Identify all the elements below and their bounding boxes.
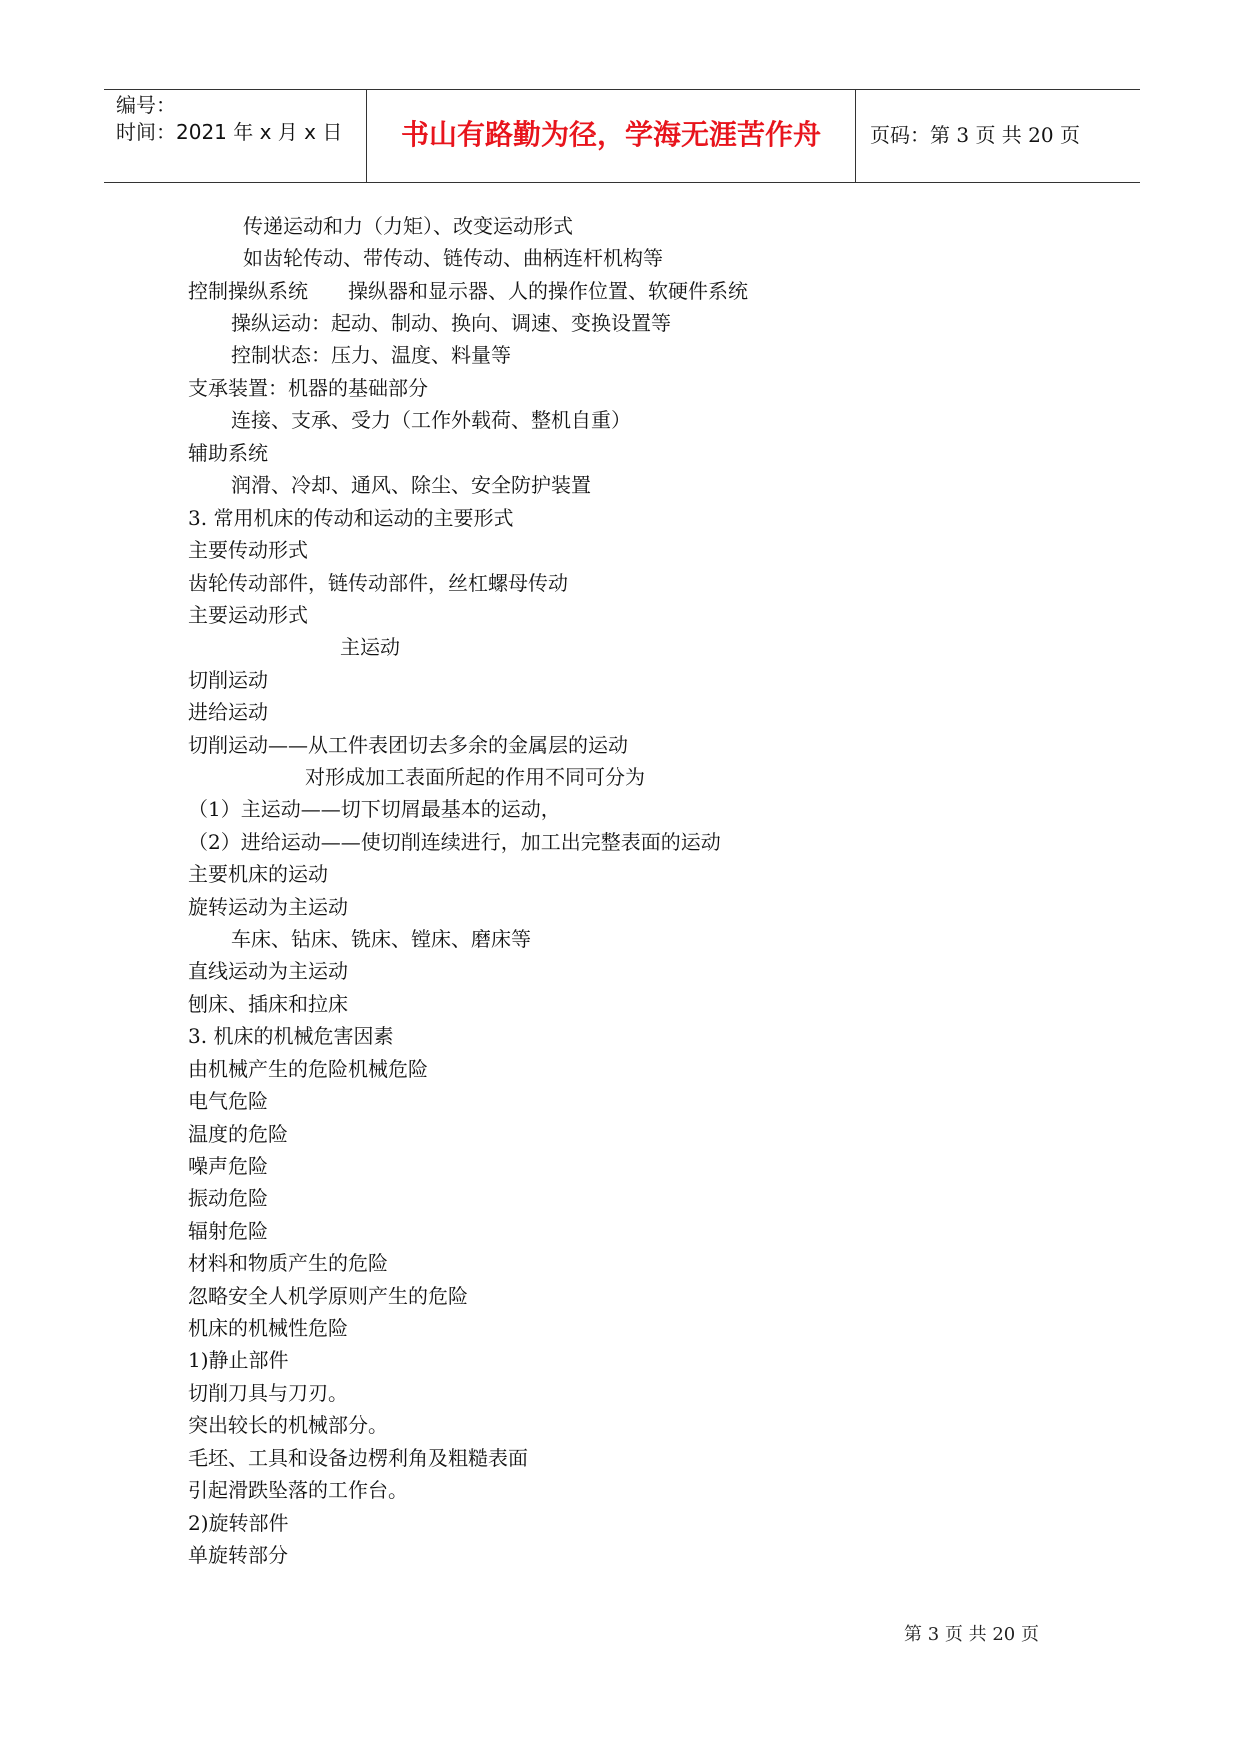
body-line: （1）主运动——切下切屑最基本的运动， <box>188 797 561 821</box>
header-page-info: 页码：第 3 页 共 20 页 <box>870 123 1080 147</box>
body-line: 连接、支承、受力（工作外载荷、整机自重） <box>231 408 631 432</box>
body-line: 对形成加工表面所起的作用不同可分为 <box>305 765 645 789</box>
body-line: 温度的危险 <box>188 1122 288 1146</box>
body-line: 忽略安全人机学原则产生的危险 <box>188 1284 468 1308</box>
body-line: 进给运动 <box>188 700 268 724</box>
body-line: 主运动 <box>340 635 400 659</box>
header-page-cell <box>856 90 1140 182</box>
body-line: 单旋转部分 <box>188 1543 288 1567</box>
body-line: 辐射危险 <box>188 1219 268 1243</box>
body-line: 材料和物质产生的危险 <box>188 1251 388 1275</box>
body-line: 旋转运动为主运动 <box>188 895 348 919</box>
body-line: 3. 机床的机械危害因素 <box>188 1024 394 1048</box>
body-line: 操纵运动：起动、制动、换向、调速、变换设置等 <box>231 311 671 335</box>
body-line: 控制状态：压力、温度、料量等 <box>231 343 511 367</box>
body-line: 2)旋转部件 <box>188 1511 289 1535</box>
body-line: 3. 常用机床的传动和运动的主要形式 <box>188 506 514 530</box>
body-line: 由机械产生的危险机械危险 <box>188 1057 428 1081</box>
body-line: 传递运动和力（力矩）、改变运动形式 <box>243 214 573 238</box>
body-line: 支承装置：机器的基础部分 <box>188 376 428 400</box>
body-line: 振动危险 <box>188 1186 268 1210</box>
body-line: 控制操纵系统 操纵器和显示器、人的操作位置、软硬件系统 <box>188 279 748 303</box>
page-footer-number: 第 3 页 共 20 页 <box>904 1624 1039 1645</box>
body-line: 直线运动为主运动 <box>188 959 348 983</box>
body-line: 切削运动 <box>188 668 268 692</box>
page-header <box>104 89 1140 183</box>
body-line: 电气危险 <box>188 1089 268 1113</box>
body-line: 主要传动形式 <box>188 538 308 562</box>
body-line: 噪声危险 <box>188 1154 268 1178</box>
body-line: 毛坯、工具和设备边楞利角及粗糙表面 <box>188 1446 528 1470</box>
header-motto: 书山有路勤为径，学海无涯苦作舟 <box>400 118 821 151</box>
body-line: 切削运动——从工件表团切去多余的金属层的运动 <box>188 733 628 757</box>
document-number-label: 编号： <box>116 93 176 117</box>
body-line: 1)静止部件 <box>188 1348 289 1372</box>
body-line: 润滑、冷却、通风、除尘、安全防护装置 <box>231 473 591 497</box>
header-meta-cell <box>104 90 367 182</box>
body-line: （2）进给运动——使切削连续进行，加工出完整表面的运动 <box>188 830 721 854</box>
body-line: 主要运动形式 <box>188 603 308 627</box>
document-time-label: 时间：2021 年 x 月 x 日 <box>116 120 343 144</box>
body-line: 车床、钻床、铣床、镗床、磨床等 <box>231 927 531 951</box>
body-line: 切削刀具与刀刃。 <box>188 1381 348 1405</box>
header-motto-cell <box>367 90 856 182</box>
body-line: 齿轮传动部件，链传动部件，丝杠螺母传动 <box>188 571 568 595</box>
body-line: 突出较长的机械部分。 <box>188 1413 388 1437</box>
body-line: 辅助系统 <box>188 441 268 465</box>
body-line: 机床的机械性危险 <box>188 1316 348 1340</box>
body-line: 如齿轮传动、带传动、链传动、曲柄连杆机构等 <box>243 246 663 270</box>
body-line: 引起滑跌坠落的工作台。 <box>188 1478 408 1502</box>
body-line: 主要机床的运动 <box>188 862 328 886</box>
body-line: 刨床、插床和拉床 <box>188 992 348 1016</box>
